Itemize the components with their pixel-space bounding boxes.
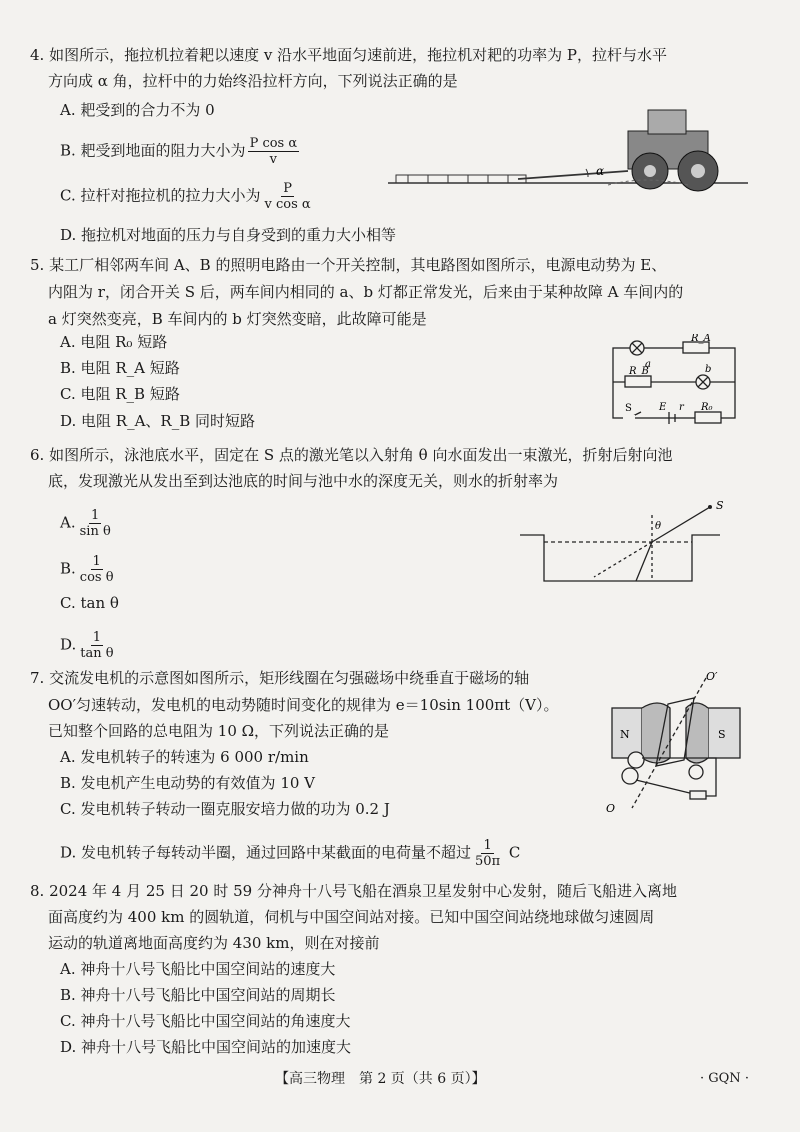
magnet-n-label: N bbox=[620, 728, 630, 741]
q7-option-b: B. 发电机产生电动势的有效值为 10 V bbox=[60, 774, 316, 792]
q5-option-a: A. 电阻 R₀ 短路 bbox=[60, 333, 168, 351]
q4-option-a: A. 耙受到的合力不为 0 bbox=[60, 101, 215, 119]
q5-option-d: D. 电阻 R_A、R_B 同时短路 bbox=[60, 412, 256, 430]
lamp-a-label: a bbox=[645, 359, 651, 370]
q7-option-d: D. 发电机转子每转动半圈，通过回路中某截面的电荷量不超过 $\frac{1}{50\pi}$ C bbox=[60, 838, 521, 869]
q7-line1: 7. 交流发电机的示意图如图所示，矩形线圈在匀强磁场中绕垂直于磁场的轴 bbox=[30, 669, 530, 687]
footer-code: · GQN · bbox=[700, 1071, 749, 1086]
q7-option-a: A. 发电机转子的转速为 6 000 r/min bbox=[60, 748, 309, 766]
q6-d-fraction: $\frac{1}{\text{tan θ}}$ bbox=[80, 630, 114, 661]
emf-label: E bbox=[659, 402, 667, 413]
q8-option-d: D. 神舟十八号飞船比中国空间站的加速度大 bbox=[60, 1038, 352, 1056]
q7-d-fraction: $\frac{1}{50\pi}$ bbox=[475, 838, 501, 869]
q4-c-fraction: $\frac{P}{\text{v cos α}}$ bbox=[264, 181, 311, 212]
q6-option-d: D. $\frac{1}{\text{tan θ}}$ bbox=[60, 630, 114, 661]
q6-a-fraction: $\frac{1}{\text{sin θ}}$ bbox=[79, 508, 111, 539]
q6-option-a: A. $\frac{1}{\text{sin θ}}$ bbox=[60, 508, 111, 539]
q8-line2: 面高度约为 400 km 的圆轨道，伺机与中国空间站对接。已知中国空间站绕地球做匀速圆周 bbox=[48, 908, 655, 926]
q7-line3: 已知整个回路的总电阻为 10 Ω，下列说法正确的是 bbox=[48, 722, 390, 740]
magnet-s-label: S bbox=[718, 728, 726, 741]
point-s-label: S bbox=[716, 499, 724, 512]
q8-option-b: B. 神舟十八号飞船比中国空间站的周期长 bbox=[60, 986, 336, 1004]
q6-line1: 6. 如图所示，泳池底水平，固定在 S 点的激光笔以入射角 θ 向水面发出一束激光，折射后射向池 bbox=[30, 446, 673, 464]
q6-option-c: C. tan θ bbox=[60, 594, 119, 612]
q5-option-b: B. 电阻 R_A 短路 bbox=[60, 359, 180, 377]
circuit-figure bbox=[605, 334, 745, 424]
theta-label: θ bbox=[655, 521, 662, 532]
axis-o-prime-label: O′ bbox=[706, 670, 718, 683]
q5-line1: 5. 某工厂相邻两车间 A、B 的照明电路由一个开关控制，其电路图如图所示，电源电动势为 E、 bbox=[30, 256, 667, 274]
q8-option-a: A. 神舟十八号飞船比中国空间站的速度大 bbox=[60, 960, 336, 978]
r-label: r bbox=[679, 402, 684, 413]
q6-line2: 底，发现激光从发出至到达池底的时间与池中水的深度无关，则水的折射率为 bbox=[48, 472, 559, 490]
q8-line1: 8. 2024 年 4 月 25 日 20 时 59 分神舟十八号飞船在酒泉卫星发射中心发射，随后飞船进入离地 bbox=[30, 882, 677, 900]
q4-line2: 方向成 α 角，拉杆中的力始终沿拉杆方向，下列说法正确的是 bbox=[48, 72, 458, 90]
q4-line1: 4. 如图所示，拖拉机拉着耙以速度 v 沿水平地面匀速前进，拖拉机对耙的功率为 P，拉杆与水平 bbox=[30, 46, 667, 64]
ra-label: R_A bbox=[691, 334, 711, 344]
q5-line2: 内阻为 r，闭合开关 S 后，两车间内相同的 a、b 灯都正常发光，后来由于某种故障 A 车间内的 bbox=[48, 283, 684, 301]
q4-b-fraction: $\frac{\text{P cos α}}{v}$ bbox=[249, 136, 298, 167]
pool-figure bbox=[520, 495, 740, 590]
rb-label: R_B bbox=[629, 366, 649, 377]
switch-label: S bbox=[625, 403, 632, 414]
q4-option-b: B. 耙受到地面的阻力大小为 $\frac{\text{P cos α}}{v}$ bbox=[60, 136, 298, 167]
q7-line2: OO′匀速转动，发电机的电动势随时间变化的规律为 e＝10sin 100πt（V）。 bbox=[48, 696, 559, 714]
generator-figure bbox=[598, 668, 748, 818]
q8-line3: 运动的轨道离地面高度约为 430 km，则在对接前 bbox=[48, 934, 380, 952]
alpha-label: α bbox=[596, 164, 605, 178]
page-footer: 【高三物理 第 2 页（共 6 页）】 bbox=[275, 1071, 486, 1087]
q8-option-c: C. 神舟十八号飞船比中国空间站的角速度大 bbox=[60, 1012, 351, 1030]
tractor-figure bbox=[388, 105, 748, 195]
q6-option-b: B. $\frac{1}{\text{cos θ}}$ bbox=[60, 554, 114, 585]
q7-option-c: C. 发电机转子转动一圈克服安培力做的功为 0.2 J bbox=[60, 800, 390, 818]
q4-option-c: C. 拉杆对拖拉机的拉力大小为 $\frac{P}{\text{v cos α}}$ bbox=[60, 181, 311, 212]
q6-b-fraction: $\frac{1}{\text{cos θ}}$ bbox=[79, 554, 114, 585]
q5-line3: a 灯突然变亮，B 车间内的 b 灯突然变暗，此故障可能是 bbox=[48, 310, 427, 328]
q5-option-c: C. 电阻 R_B 短路 bbox=[60, 385, 180, 403]
r0-label: R₀ bbox=[701, 402, 713, 413]
lamp-b-label: b bbox=[705, 364, 712, 375]
axis-o-label: O bbox=[606, 802, 616, 815]
q4-option-d: D. 拖拉机对地面的压力与自身受到的重力大小相等 bbox=[60, 226, 397, 244]
